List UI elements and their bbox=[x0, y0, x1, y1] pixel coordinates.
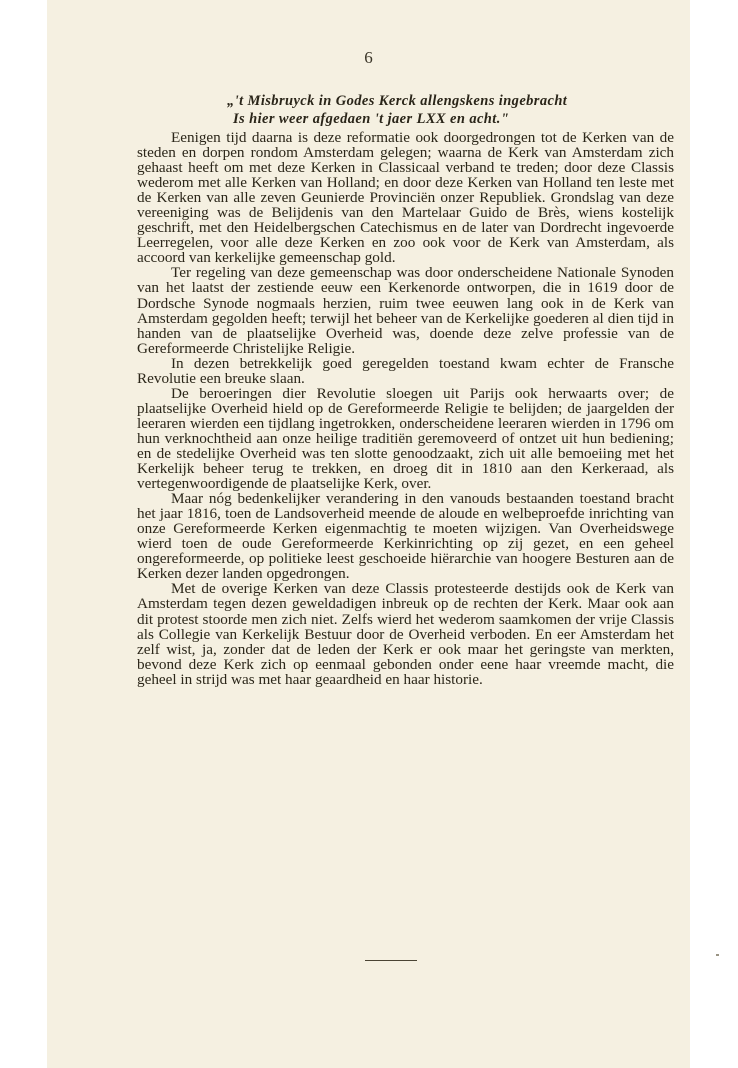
paragraph-5: Maar nóg bedenkelijker verandering in den vanouds bestaanden toestand bracht het jaar 1816, toen de Landsoverheid meende de aloude en welbeproefde inrichting van onze Gereformeerde Kerken eigenmachtig te moeten wijzigen. Van Overheidswege wierd toen de oude Gereformeerde Kerkinrichting op zij gezet, en een geheel ongereformeerde, op politieke leest geschoeide hiërarchie van hoogere Besturen aan de Kerken dezer landen opgedrongen. bbox=[137, 490, 674, 583]
paragraph-6: Met de overige Kerken van deze Classis protesteerde destijds ook de Kerk van Amsterdam tegen dezen geweldadigen inbreuk op de rechten der Kerk. Maar ook aan dit protest stoorde men zich niet. Zelfs wierd het wederom saamkomen der vrije Classis als Collegie van Kerkelijk Bestuur door de Overheid verboden. En eer Amsterdam het zelf wist, ja, zonder dat de leden der Kerk er ook maar het geringste van merkten, bevond deze Kerk zich op eenmaal gebonden onder eene haar vreemde macht, die geheel in strijd was met haar geaardheid en haar historie. bbox=[137, 580, 674, 688]
paper-speck bbox=[716, 954, 719, 956]
book-page bbox=[47, 0, 690, 1068]
body-text bbox=[137, 130, 674, 687]
paragraph-3: In dezen betrekkelijk goed geregelden toestand kwam echter de Fransche Revolutie een breuke slaan. bbox=[137, 354, 674, 387]
blackletter-heading bbox=[127, 92, 687, 128]
section-divider bbox=[365, 960, 417, 961]
heading-line-2: Is hier weer afgedaen 't jaer LXX en acht." bbox=[233, 111, 510, 127]
paragraph-1: Eenigen tijd daarna is deze reformatie ook doorgedrongen tot de Kerken van de steden en dorpen rondom Amsterdam gelegen; waarna de Kerk van Amsterdam zich gehaast heeft om met deze Kerken in Classicaal verband te treden; door deze Classis wederom met alle Kerken van Holland; en door deze Kerken van Holland ten leste met de Kerken van alle zeven Geunierde Provinciën onzer Republiek. Grondslag van deze vereeniging was de Belijdenis van den Martelaar Guido de Brès, wiens kostelijk geschrift, met den Heidelbergschen Catechismus en de later van Dordrecht ingevoerde Leerregelen, voor alle deze Kerken en zoo ook voor de Kerk van Amsterdam, als accoord van kerkelijke gemeenschap gold. bbox=[137, 129, 674, 267]
heading-line-1: „'t Misbruyck in Godes Kerck allengskens ingebracht bbox=[227, 93, 568, 109]
paragraph-4: De beroeringen dier Revolutie sloegen uit Parijs ook herwaarts over; de plaatselijke Overheid hield op de Gereformeerde Religie te belijden; de jaargelden der leeraren wierden een tijdlang ingetrokken, onderscheidene leeraren wierden in 1796 om hun verknochtheid aan onze heilige traditiën geremoveerd of ontzet uit hun bediening; en de stedelijke Overheid was ten slotte genoodzaakt, zich uit alle bemoeiing met het Kerkelijk beheer terug te trekken, en droeg dit in 1810 aan den Kerkeraad, als vertegenwoordigende de plaatselijke Kerk, over. bbox=[137, 384, 674, 493]
page-number: 6 bbox=[364, 48, 373, 67]
paragraph-2: Ter regeling van deze gemeenschap was door onderscheidene Nationale Synoden van het laatst der zestiende eeuw een Kerkenorde ontworpen, die in 1619 door de Dordsche Synode nogmaals herzien, ruim twee eeuwen lang ook in de Kerk van Amsterdam gegolden heeft; terwijl het beheer van de Kerkelijke goederen al dien tijd in handen van de plaatselijke Overheid was, doende deze zelve professie van de Gereformeerde Christelijke Religie. bbox=[137, 264, 674, 357]
